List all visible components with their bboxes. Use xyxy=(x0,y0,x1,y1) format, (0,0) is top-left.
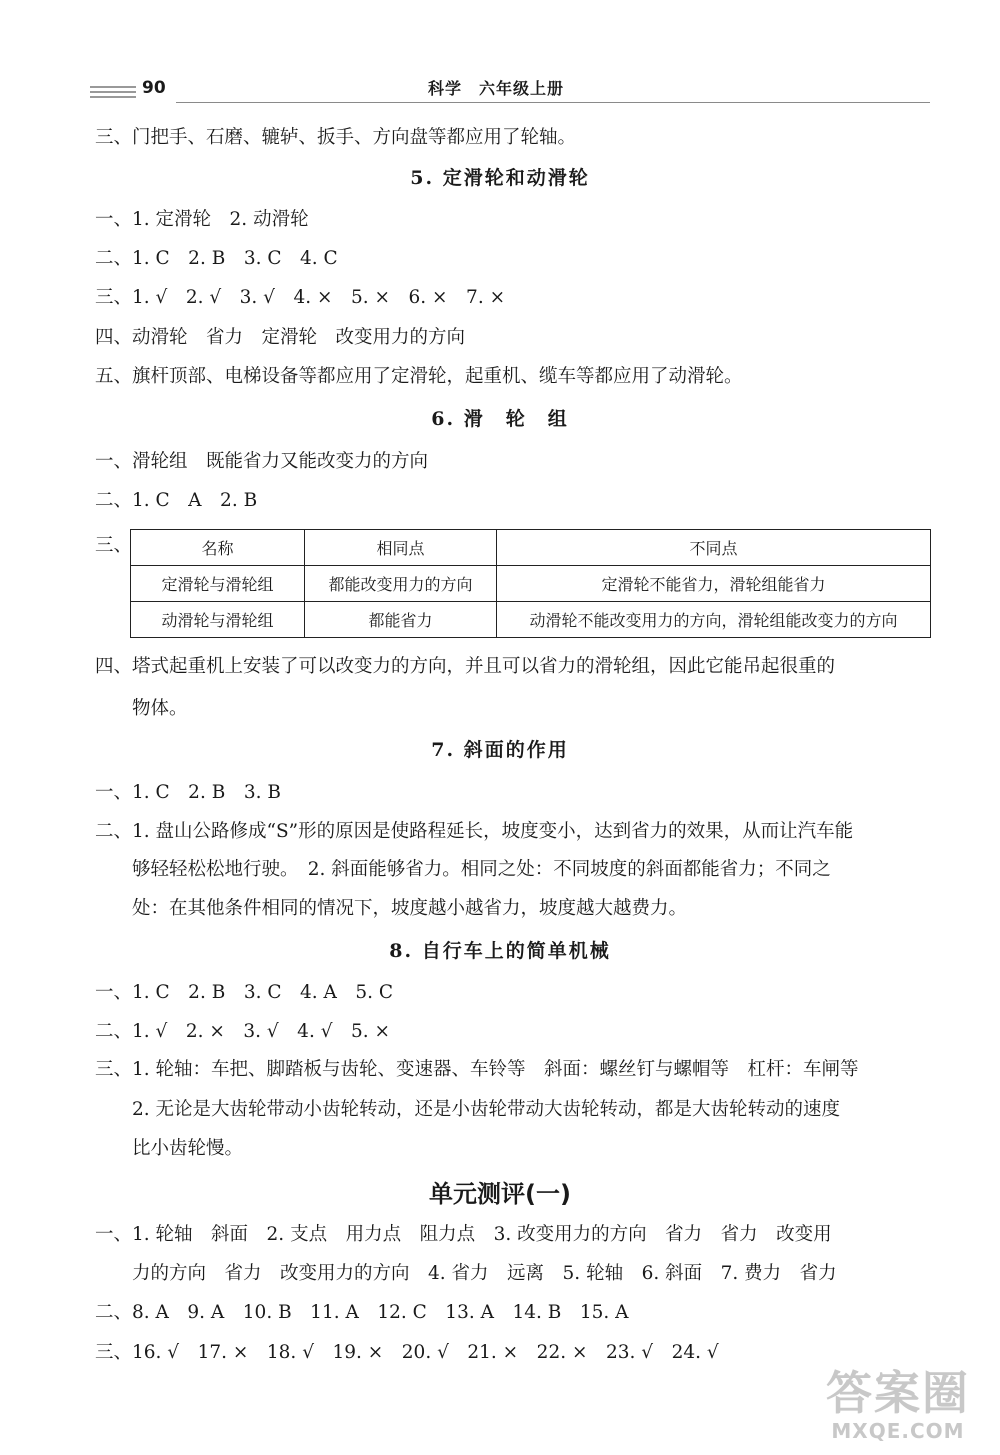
table-cell: 都能改变用力的方向 xyxy=(305,566,497,602)
page-number: 90 xyxy=(142,78,166,98)
answer-line: 三、门把手、石磨、辘轳、扳手、方向盘等都应用了轮轴。 xyxy=(95,127,577,148)
answer-line: 三、 xyxy=(95,535,133,556)
answer-line: 比小齿轮慢。 xyxy=(132,1138,244,1159)
table-cell: 定滑轮不能省力，滑轮组能省力 xyxy=(497,566,931,602)
section-title-8: 8. 自行车上的简单机械 xyxy=(389,940,611,962)
table-cell: 动滑轮与滑轮组 xyxy=(131,602,305,638)
answer-line: 2. 无论是大齿轮带动小齿轮转动，还是小齿轮带动大齿轮转动，都是大齿轮转动的速度 xyxy=(132,1099,841,1120)
table-cell: 都能省力 xyxy=(305,602,497,638)
section-title-6: 6. 滑 轮 组 xyxy=(431,408,569,430)
answer-line: 二、1. C A 2. B xyxy=(95,490,258,511)
answer-line: 处：在其他条件相同的情况下，坡度越小越省力，坡度越大越费力。 xyxy=(132,898,688,919)
answer-line: 一、滑轮组 既能省力又能改变力的方向 xyxy=(95,451,429,472)
table-cell: 定滑轮与滑轮组 xyxy=(131,566,305,602)
answer-line: 力的方向 省力 改变用力的方向 4. 省力 远离 5. 轮轴 6. 斜面 7. 费力 省力 xyxy=(132,1263,837,1284)
table-header-cell: 相同点 xyxy=(305,530,497,566)
answer-line: 够轻轻松松地行驶。 2. 斜面能够省力。相同之处：不同坡度的斜面都能省力；不同之 xyxy=(132,859,831,880)
watermark-main: 答案圈 xyxy=(826,1366,970,1420)
answer-line: 一、1. C 2. B 3. C 4. A 5. C xyxy=(95,982,394,1003)
table-header-cell: 名称 xyxy=(131,530,305,566)
watermark-logo xyxy=(826,1367,970,1443)
answer-line: 五、旗杆顶部、电梯设备等都应用了定滑轮，起重机、缆车等都应用了动滑轮。 xyxy=(95,366,743,387)
page-header xyxy=(90,72,930,106)
table-header-cell: 不同点 xyxy=(497,530,931,566)
unit-test-title: 单元测评(一) xyxy=(429,1180,571,1208)
answer-line: 二、1. 盘山公路修成“S”形的原因是使路程延长，坡度变小，达到省力的效果，从而让汽车能 xyxy=(95,821,854,842)
answer-line: 二、8. A 9. A 10. B 11. A 12. C 13. A 14. B 15. A xyxy=(95,1302,629,1323)
answer-line: 二、1. √ 2. × 3. √ 4. √ 5. × xyxy=(95,1021,391,1042)
table-row xyxy=(131,602,931,638)
answer-line: 物体。 xyxy=(132,698,188,719)
answer-line: 四、动滑轮 省力 定滑轮 改变用力的方向 xyxy=(95,327,466,348)
table-header-row xyxy=(131,530,931,566)
watermark-site: MXQE.COM xyxy=(831,1419,965,1443)
header-rule xyxy=(176,102,930,103)
section-title-5: 5. 定滑轮和动滑轮 xyxy=(410,167,590,189)
answer-line: 一、1. C 2. B 3. B xyxy=(95,782,281,803)
answer-line: 一、1. 轮轴 斜面 2. 支点 用力点 阻力点 3. 改变用力的方向 省力 省力 改变用 xyxy=(95,1224,832,1245)
header-decoration xyxy=(90,86,136,98)
section-title-7: 7. 斜面的作用 xyxy=(431,739,569,761)
comparison-table xyxy=(130,529,931,638)
table-row xyxy=(131,566,931,602)
answer-line: 三、16. √ 17. × 18. √ 19. × 20. √ 21. × 22. × 23. √ 24. √ xyxy=(95,1342,719,1363)
book-title: 科学 六年级上册 xyxy=(428,79,565,98)
answer-line: 三、1. 轮轴：车把、脚踏板与齿轮、变速器、车铃等 斜面：螺丝钉与螺帽等 杠杆：车闸等 xyxy=(95,1059,859,1080)
table-cell: 动滑轮不能改变用力的方向，滑轮组能改变力的方向 xyxy=(497,602,931,638)
answer-line: 二、1. C 2. B 3. C 4. C xyxy=(95,248,338,269)
answer-line: 一、1. 定滑轮 2. 动滑轮 xyxy=(95,209,309,230)
answer-line: 四、塔式起重机上安装了可以改变力的方向，并且可以省力的滑轮组，因此它能吊起很重的 xyxy=(95,656,836,677)
answer-line: 三、1. √ 2. √ 3. √ 4. × 5. × 6. × 7. × xyxy=(95,287,506,308)
